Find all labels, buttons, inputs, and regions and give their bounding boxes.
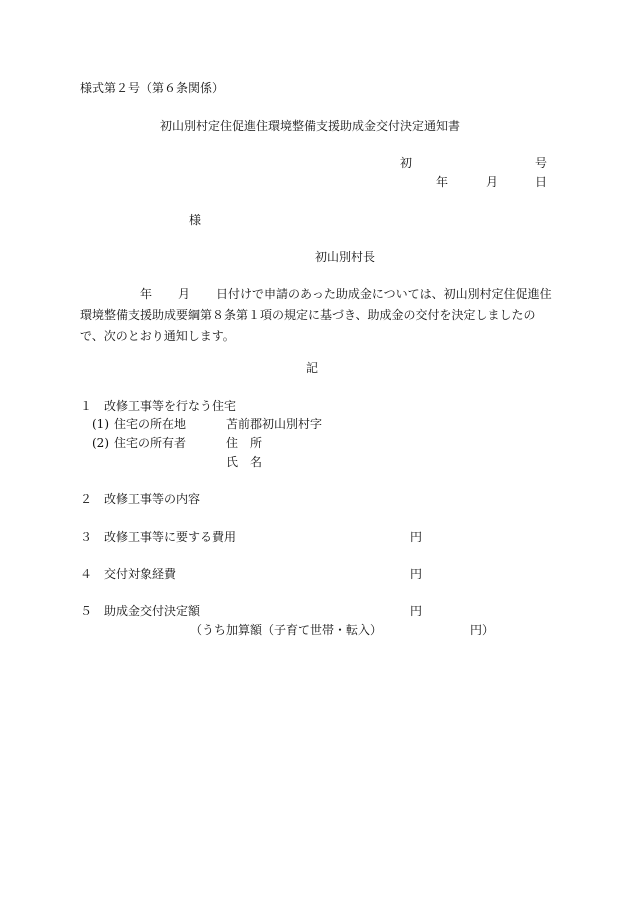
addressee-suffix: 様 <box>189 213 202 227</box>
ki-heading: 記 <box>306 361 319 375</box>
form-number: 様式第２号（第６条関係） <box>80 81 225 95</box>
bonus-note-unit: 円） <box>470 623 495 637</box>
item-2-number: ２ <box>80 492 93 506</box>
item-1-label: 改修工事等を行なう住宅 <box>104 399 237 413</box>
sub-item-1-label: 住宅の所在地 <box>114 417 187 431</box>
body-month: 月 <box>178 287 191 301</box>
sub-item-1-value: 苫前郡初山別村字 <box>226 417 323 431</box>
item-5-number: ５ <box>80 604 93 618</box>
body-year: 年 <box>140 287 153 301</box>
item-4-unit: 円 <box>410 567 423 581</box>
owner-name-label: 氏 名 <box>226 455 263 469</box>
sub-item-2-number: (2) <box>92 436 109 450</box>
item-5-label: 助成金交付決定額 <box>104 604 201 618</box>
item-5-unit: 円 <box>410 604 423 618</box>
date-year: 年 <box>436 175 449 189</box>
date-month: 月 <box>486 175 499 189</box>
item-3-unit: 円 <box>410 530 423 544</box>
item-3-label: 改修工事等に要する費用 <box>104 530 237 544</box>
item-2-label: 改修工事等の内容 <box>104 492 201 506</box>
item-4-label: 交付対象経費 <box>104 567 177 581</box>
bonus-note: （うち加算額（子育て世帯・転入） <box>190 623 383 637</box>
sub-item-1-number: (1) <box>92 417 109 431</box>
body-text: 日付けで申請のあった助成金については、初山別村定住促進住環境整備支援助成要綱第８条第１項の規定に基づき、助成金の交付を決定しましたので、次のとおり通知します。 <box>80 287 552 343</box>
owner-address-label: 住 所 <box>226 436 263 450</box>
item-3-number: ３ <box>80 530 93 544</box>
doc-number-prefix: 初 <box>400 156 413 170</box>
doc-number-suffix: 号 <box>535 156 548 170</box>
item-1-number: １ <box>80 399 93 413</box>
date-day: 日 <box>535 175 548 189</box>
item-4-number: ４ <box>80 567 93 581</box>
document-title: 初山別村定住促進住環境整備支援助成金交付決定通知書 <box>160 119 461 133</box>
sub-item-2-label: 住宅の所有者 <box>114 436 187 450</box>
issuer: 初山別村長 <box>315 250 376 264</box>
notice-paragraph <box>80 284 552 347</box>
